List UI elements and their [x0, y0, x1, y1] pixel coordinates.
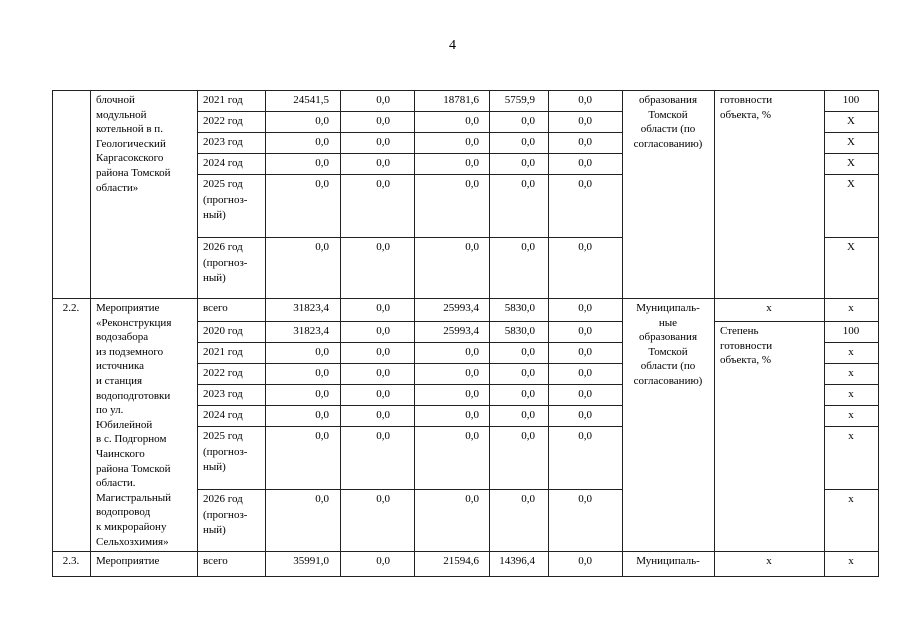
value-regional: 0,0	[465, 136, 479, 148]
target-value: х	[848, 302, 854, 314]
executor-text: согласованию)	[633, 375, 703, 387]
value-total: 0,0	[315, 367, 329, 379]
target-value: Х	[847, 115, 855, 127]
row-rule	[197, 384, 623, 385]
value-regional: 0,0	[465, 178, 479, 190]
year-label: (прогноз-	[203, 193, 248, 206]
year-label: 2021 год	[203, 94, 243, 106]
column-rule	[714, 298, 715, 551]
measure-number: 2.3.	[62, 555, 80, 567]
value-federal: 0,0	[376, 555, 390, 567]
column-rule	[197, 90, 198, 298]
page-number: 4	[449, 38, 456, 53]
row-rule	[824, 363, 879, 364]
value-total: 0,0	[315, 493, 329, 505]
column-rule	[90, 551, 91, 577]
measure-number: 2.2.	[62, 302, 80, 314]
value-federal: 0,0	[376, 493, 390, 505]
value-federal: 0,0	[376, 325, 390, 337]
measure-description: области.	[96, 477, 136, 490]
target-value: Х	[847, 157, 855, 169]
measure-description: Мероприятие	[96, 302, 160, 314]
value-other: 0,0	[578, 409, 592, 421]
value-federal: 0,0	[376, 136, 390, 148]
value-local: 0,0	[521, 241, 535, 253]
value-other: 0,0	[578, 346, 592, 358]
value-federal: 0,0	[376, 367, 390, 379]
value-regional: 0,0	[465, 388, 479, 400]
value-other: 0,0	[578, 241, 592, 253]
target-value: 100	[842, 94, 860, 106]
measure-description: Магистральный	[96, 491, 172, 504]
year-label: 2025 год	[203, 430, 243, 442]
value-regional: 0,0	[465, 115, 479, 127]
value-federal: 0,0	[376, 302, 390, 314]
column-rule	[52, 298, 53, 551]
measure-description: по ул.	[96, 404, 124, 417]
value-local: 0,0	[521, 430, 535, 442]
indicator-text: готовности	[720, 339, 773, 352]
value-federal: 0,0	[376, 409, 390, 421]
target-value: Х	[847, 241, 855, 253]
row-rule	[52, 551, 879, 552]
year-label: 2021 год	[203, 346, 243, 358]
year-label: (прогноз-	[203, 508, 248, 521]
row-rule	[824, 321, 879, 322]
row-rule	[197, 153, 623, 154]
value-regional: 0,0	[465, 409, 479, 421]
row-rule	[197, 237, 623, 238]
value-regional: 0,0	[465, 346, 479, 358]
value-regional: 0,0	[465, 157, 479, 169]
year-label: 2023 год	[203, 388, 243, 400]
value-total: 0,0	[315, 241, 329, 253]
indicator-text: объекта, %	[720, 354, 772, 367]
value-regional: 0,0	[465, 493, 479, 505]
year-label: 2022 год	[203, 115, 243, 127]
year-label: 2023 год	[203, 136, 243, 148]
column-rule	[52, 90, 53, 298]
executor-text: образования	[638, 94, 698, 106]
value-federal: 0,0	[376, 178, 390, 190]
value-regional: 0,0	[465, 241, 479, 253]
value-local: 0,0	[521, 178, 535, 190]
measure-description: Мероприятие	[96, 555, 160, 567]
year-label: ный)	[203, 524, 226, 536]
executor-text: Томской	[648, 345, 688, 358]
value-federal: 0,0	[376, 241, 390, 253]
indicator-total: х	[766, 302, 772, 314]
measure-description: из подземного	[96, 345, 164, 358]
value-local: 0,0	[521, 367, 535, 379]
value-regional: 25993,4	[443, 302, 479, 314]
value-local: 0,0	[521, 115, 535, 127]
measure-description: Каргасокского	[96, 152, 164, 165]
value-total: 24541,5	[293, 94, 329, 106]
indicator-total: х	[766, 555, 772, 567]
year-label: (прогноз-	[203, 256, 248, 269]
row-rule	[824, 405, 879, 406]
year-label: всего	[203, 302, 228, 314]
row-rule	[824, 237, 879, 238]
value-other: 0,0	[578, 94, 592, 106]
value-local: 5830,0	[504, 325, 535, 337]
value-other: 0,0	[578, 388, 592, 400]
year-label: 2020 год	[203, 325, 243, 337]
row-rule	[824, 342, 879, 343]
value-local: 0,0	[521, 157, 535, 169]
column-rule	[878, 298, 879, 551]
target-value: х	[848, 430, 854, 442]
value-regional: 0,0	[465, 430, 479, 442]
value-total: 0,0	[315, 178, 329, 190]
value-other: 0,0	[578, 157, 592, 169]
row-rule	[197, 132, 623, 133]
year-label: ный)	[203, 461, 226, 473]
column-rule	[90, 298, 91, 551]
row-rule	[197, 174, 623, 175]
measure-description: района Томской	[96, 462, 171, 475]
target-value: Х	[847, 178, 855, 190]
year-label: 2022 год	[203, 367, 243, 379]
measure-description: «Реконструкция	[96, 316, 172, 329]
measure-description: водопровод	[96, 506, 151, 519]
measure-description: в с. Подгорном	[96, 433, 167, 446]
measure-description: района Томской	[96, 167, 171, 179]
value-local: 0,0	[521, 136, 535, 148]
value-local: 0,0	[521, 346, 535, 358]
measure-description: блочной	[96, 94, 135, 106]
row-rule	[52, 298, 879, 299]
executor-text: образования	[638, 331, 698, 344]
measure-description: водозабора	[96, 331, 149, 344]
year-label: ный)	[203, 272, 226, 284]
year-label: 2026 год	[203, 241, 243, 253]
year-label: 2026 год	[203, 493, 243, 505]
executor-text: Муниципаль-	[636, 302, 700, 314]
measure-description: модульной	[96, 108, 147, 121]
value-total: 0,0	[315, 136, 329, 148]
column-rule	[714, 90, 715, 298]
value-total: 31823,4	[293, 325, 329, 337]
value-federal: 0,0	[376, 388, 390, 400]
measure-description: источника	[96, 360, 145, 373]
measure-description: Чаинского	[96, 448, 145, 460]
program-table	[52, 90, 878, 576]
row-rule	[197, 111, 623, 112]
executor-text: Муниципаль-	[636, 555, 700, 567]
row-rule	[824, 111, 879, 112]
value-local: 0,0	[521, 409, 535, 421]
value-regional: 25993,4	[443, 325, 479, 337]
value-local: 14396,4	[499, 555, 535, 567]
value-regional: 18781,6	[443, 94, 479, 106]
row-rule	[824, 384, 879, 385]
value-regional: 0,0	[465, 367, 479, 379]
indicator-text: объекта, %	[720, 108, 772, 121]
value-other: 0,0	[578, 367, 592, 379]
target-value: х	[848, 346, 854, 358]
row-rule	[197, 321, 623, 322]
target-value: Х	[847, 136, 855, 148]
value-federal: 0,0	[376, 346, 390, 358]
row-rule	[197, 363, 623, 364]
year-label: (прогноз-	[203, 445, 248, 458]
year-label: всего	[203, 555, 228, 567]
measure-description: и станция	[96, 375, 143, 387]
column-rule	[197, 551, 198, 577]
value-other: 0,0	[578, 325, 592, 337]
measure-description: области»	[96, 181, 139, 194]
value-total: 0,0	[315, 346, 329, 358]
value-other: 0,0	[578, 136, 592, 148]
value-total: 0,0	[315, 388, 329, 400]
year-label: 2024 год	[203, 157, 243, 169]
measure-description: к микрорайону	[96, 521, 167, 533]
value-local: 5759,9	[504, 94, 535, 106]
value-total: 0,0	[315, 157, 329, 169]
indicator-text: готовности	[720, 94, 773, 106]
value-other: 0,0	[578, 178, 592, 190]
value-federal: 0,0	[376, 430, 390, 442]
column-rule	[90, 90, 91, 298]
row-rule	[824, 153, 879, 154]
indicator-text: Степень	[720, 325, 759, 337]
measure-description: Сельхозхимия»	[96, 535, 169, 548]
row-rule	[197, 405, 623, 406]
column-rule	[197, 298, 198, 551]
value-other: 0,0	[578, 555, 592, 567]
value-local: 0,0	[521, 493, 535, 505]
target-value: х	[848, 367, 854, 379]
executor-text: Томской	[648, 108, 688, 121]
measure-description: Юбилейной	[96, 418, 153, 431]
target-value: х	[848, 493, 854, 505]
value-total: 0,0	[315, 409, 329, 421]
column-rule	[878, 90, 879, 298]
value-local: 5830,0	[504, 302, 535, 314]
value-federal: 0,0	[376, 157, 390, 169]
value-total: 0,0	[315, 430, 329, 442]
value-total: 35991,0	[293, 555, 329, 567]
row-rule	[824, 426, 879, 427]
target-value: 100	[842, 325, 860, 337]
year-label: 2024 год	[203, 409, 243, 421]
target-value: х	[848, 555, 854, 567]
row-rule	[714, 321, 825, 322]
value-regional: 21594,6	[443, 555, 479, 567]
row-rule	[52, 90, 879, 91]
year-label: 2025 год	[203, 178, 243, 190]
column-rule	[878, 551, 879, 577]
value-federal: 0,0	[376, 115, 390, 127]
value-other: 0,0	[578, 302, 592, 314]
value-total: 0,0	[315, 115, 329, 127]
target-value: х	[848, 409, 854, 421]
row-rule	[824, 132, 879, 133]
row-rule	[197, 426, 623, 427]
value-total: 31823,4	[293, 302, 329, 314]
executor-text: области (по	[640, 123, 696, 136]
row-rule	[197, 342, 623, 343]
row-rule	[824, 489, 879, 490]
value-other: 0,0	[578, 430, 592, 442]
executor-text: ные	[658, 316, 678, 329]
executor-text: согласованию)	[633, 137, 703, 150]
measure-description: котельной в п.	[96, 123, 163, 136]
row-rule	[824, 174, 879, 175]
value-local: 0,0	[521, 388, 535, 400]
year-label: ный)	[203, 209, 226, 221]
value-other: 0,0	[578, 115, 592, 127]
row-rule	[197, 489, 623, 490]
measure-description: водоподготовки	[96, 389, 171, 402]
measure-description: Геологический	[96, 137, 166, 150]
value-federal: 0,0	[376, 94, 390, 106]
target-value: х	[848, 388, 854, 400]
executor-text: области (по	[640, 360, 696, 373]
row-rule	[52, 576, 879, 577]
value-other: 0,0	[578, 493, 592, 505]
